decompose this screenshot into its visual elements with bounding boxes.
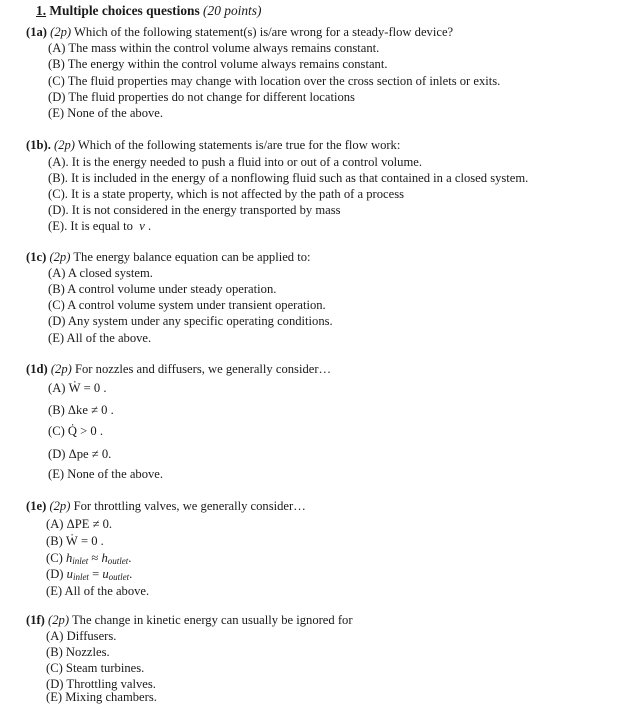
question-text: For throttling valves, we generally consider… <box>73 499 306 513</box>
option: (C) Steam turbines. <box>46 661 145 675</box>
question-id: (1a) <box>26 25 47 39</box>
option: (E) All of the above. <box>46 584 150 598</box>
question-points: (2p) <box>49 250 71 264</box>
question-id: (1b). <box>26 138 51 152</box>
option: (E) All of the above. <box>48 331 152 345</box>
option-e <box>48 219 151 233</box>
specific-volume-symbol: v <box>139 219 145 233</box>
section-title: Multiple choices questions <box>49 3 200 18</box>
question-id: (1e) <box>26 499 47 513</box>
option: (C) The fluid properties may change with location over the cross section of inlets or exits. <box>48 74 501 88</box>
option: (D) Δpe ≠ 0. <box>48 447 112 461</box>
question-points: (2p) <box>50 25 72 39</box>
question-points: (2p) <box>54 138 75 152</box>
subscript-outlet: outlet <box>108 572 130 582</box>
option: (C) A control volume system under transient operation. <box>48 298 326 312</box>
question-points: (2p) <box>50 362 72 376</box>
option-text: (E). It is equal to <box>48 219 133 233</box>
question-id: (1c) <box>26 250 47 264</box>
option: (A) Diffusers. <box>46 629 117 643</box>
question-text: For nozzles and diffusers, we generally consider… <box>75 362 332 376</box>
question-1f-stem <box>26 613 353 627</box>
approx-symbol: ≈ <box>91 551 99 565</box>
period: . <box>129 567 133 581</box>
question-1d-stem <box>26 362 331 376</box>
option-label: (C) <box>46 551 63 565</box>
option: (E) Mixing chambers. <box>46 690 157 704</box>
subscript-inlet: inlet <box>72 556 89 566</box>
question-id: (1f) <box>26 613 45 627</box>
question-1b-stem <box>26 138 400 152</box>
period: . <box>128 551 132 565</box>
section-points: (20 points) <box>203 3 262 18</box>
internal-energy-symbol: u <box>102 567 109 581</box>
option: (B) The energy within the control volume always remains constant. <box>48 57 388 71</box>
option: (C) Q̇ > 0 . <box>48 424 104 438</box>
option-d-internal-energy <box>46 567 132 582</box>
question-points: (2p) <box>49 499 71 513</box>
option-end: . <box>148 219 152 233</box>
option: (A) Ẇ = 0 . <box>48 381 107 395</box>
section-heading <box>36 4 261 18</box>
option: (D) Any system under any specific operating conditions. <box>48 314 333 328</box>
section-number: 1. <box>36 3 47 18</box>
equals-symbol: = <box>92 567 100 581</box>
question-points: (2p) <box>48 613 70 627</box>
option: (D). It is not considered in the energy transported by mass <box>48 203 341 217</box>
option: (B) Nozzles. <box>46 645 110 659</box>
option: (E) None of the above. <box>48 106 164 120</box>
option: (A) The mass within the control volume always remains constant. <box>48 41 380 55</box>
option: (A). It is the energy needed to push a fluid into or out of a control volume. <box>48 155 422 169</box>
question-text: The energy balance equation can be applied to: <box>73 250 311 264</box>
option: (A) ΔPE ≠ 0. <box>46 517 113 531</box>
question-1c-stem <box>26 250 311 264</box>
question-1e-stem <box>26 499 306 513</box>
subscript-inlet: inlet <box>72 572 89 582</box>
option: (B) Δke ≠ 0 . <box>48 403 114 417</box>
question-text: Which of the following statements is/are true for the flow work: <box>77 138 401 152</box>
option: (B). It is included in the energy of a nonflowing fluid such as that contained in a closed system. <box>48 171 529 185</box>
option: (D) Throttling valves. <box>46 677 156 691</box>
enthalpy-symbol: h <box>65 551 73 565</box>
option: (D) The fluid properties do not change for different locations <box>48 90 355 104</box>
option: (E) None of the above. <box>48 467 164 481</box>
option: (B) Ẇ = 0 . <box>46 534 104 548</box>
option: (C). It is a state property, which is not affected by the path of a process <box>48 187 405 201</box>
question-id: (1d) <box>26 362 48 376</box>
subscript-outlet: outlet <box>107 556 129 566</box>
question-1a-stem <box>26 25 453 39</box>
option-c-enthalpy <box>46 551 131 566</box>
option-label: (D) <box>46 567 64 581</box>
question-text: The change in kinetic energy can usually be ignored for <box>71 613 353 627</box>
enthalpy-symbol: h <box>101 551 108 565</box>
question-text: Which of the following statement(s) is/are wrong for a steady-flow device? <box>74 25 454 39</box>
option: (B) A control volume under steady operation. <box>48 282 277 296</box>
internal-energy-symbol: u <box>66 567 73 581</box>
option: (A) A closed system. <box>48 266 153 280</box>
